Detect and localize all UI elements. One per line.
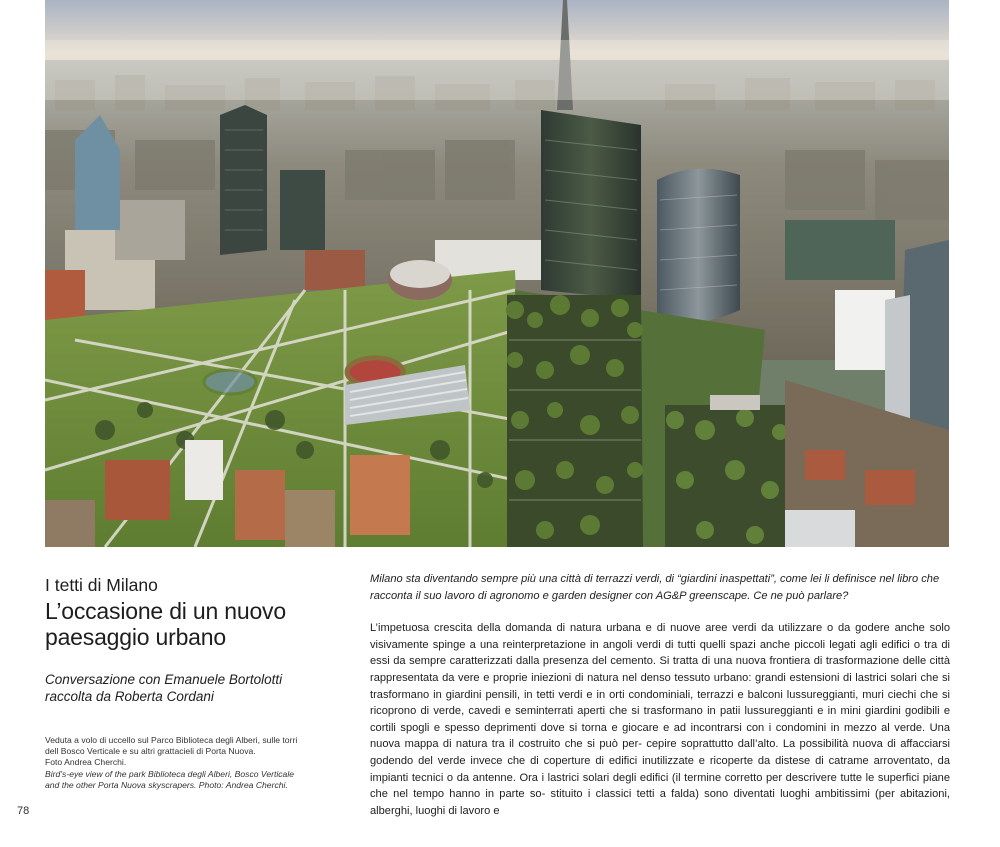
caption-it-line-2: dell Bosco Verticale e su altri grattacieli di Porta Nuova. [45, 746, 256, 757]
article-kicker: I tetti di Milano [45, 575, 158, 595]
byline-line-1: Conversazione con Emanuele Bortolotti [45, 672, 283, 687]
caption-it-line-3: Foto Andrea Cherchi. [45, 757, 127, 768]
article-body: L’impetuosa crescita della domanda di natura urbana e di nuove aree verdi da utilizzare o da godere anche solo visivamente spinge a una reinterpretazione in angoli verdi di tutti quelli spazi anche piccoli legati agli edifici o tra di essi da sempre caratterizzati dalla presenza del cemento. Si tratta di una nuova frontiera di trasformazione delle città rappresentata da vere e proprie iniezioni di natura nel denso tessuto urbano: grandi estensioni di lastrici solari che si trasformano in giardini pensili, in tetti verdi e in orti condominiali, terrazzi e balconi lussureggianti, muri ciechi che si ricoprono di verde, cavedi e seminterrati aperti che si trasformano in patii lussureggianti e in mini giardini godibili e cortili spogli e spesso deprimenti dove si torna e giocare e ad incontrarsi con i condomini in mezzo al verde. Una nuova mappa di natura tra il costruito che si può per- cepire soprattutto dall’alto. La possibilità nuova di affacciarsi godendo del verde invece che di coperture di edifici inutilizzate e ricoperte da distese di catrame arroventato, da impianti tecnici o da antenne. Ora i lastrici solari degli edifici (il termine corretto per descrivere tutte le superfici piane che nel tempo hanno in parte so- stituito i classici tetti a falda) sono diventati luoghi ambitissimi (per abitazioni, alberghi, luoghi di lavoro e [370, 622, 950, 817]
article-byline [45, 672, 325, 705]
caption-en-line-1: Bird’s-eye view of the park Biblioteca degli Alberi, Bosco Verticale [45, 768, 295, 779]
aerial-photo-illustration [45, 0, 949, 547]
article-headline: L’occasione di un nuovo paesaggio urbano [45, 598, 286, 650]
article-text-block [370, 571, 950, 819]
article-lead-question: Milano sta diventando sempre più una città di terrazzi verdi, di “giardini inaspettati”, come lei li definisce nel libro che racconta il suo lavoro di agronomo e garden designer con AG&P greenscape. Ce ne può parlare? [370, 573, 940, 602]
caption-it-line-1: Veduta a volo di uccello sul Parco Biblioteca degli Alberi, sulle torri [45, 735, 298, 745]
photo-caption [45, 735, 335, 791]
caption-en-line-2: and the other Porta Nuova skyscrapers. Photo: Andrea Cherchi. [45, 779, 288, 790]
aerial-photo [45, 0, 949, 547]
page-number: 78 [17, 805, 30, 817]
byline-line-2: raccolta da Roberta Cordani [45, 688, 214, 704]
article-heading-block [45, 575, 345, 705]
